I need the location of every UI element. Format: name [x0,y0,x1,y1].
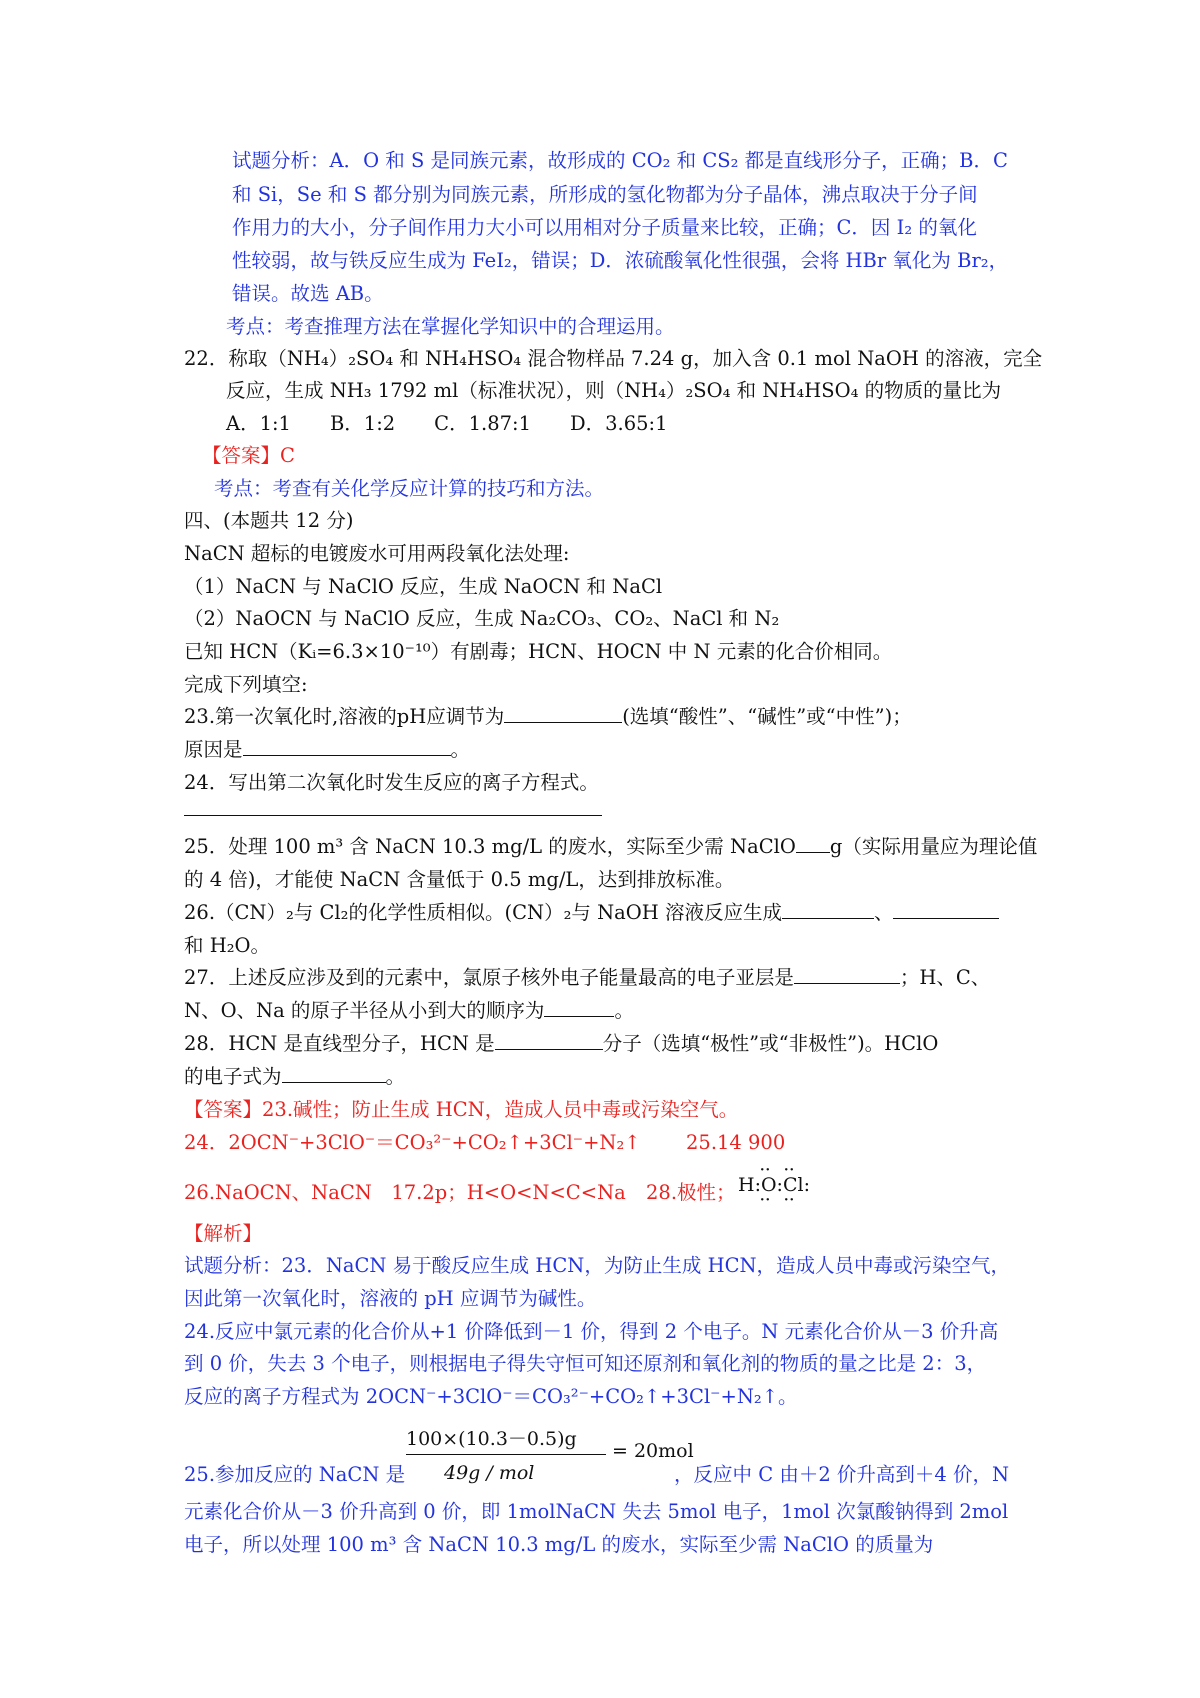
q24-blank[interactable] [184,815,602,816]
q27-blank-2[interactable] [544,998,614,1017]
q27-line-1 [184,963,990,993]
answer-line-2a: 24．2OCN⁻+3ClO⁻＝CO₃²⁻+CO₂↑+3Cl⁻+N₂↑ [184,1131,641,1154]
section4-intro-2: （1）NaCN 与 NaClO 反应，生成 NaOCN 和 NaCl [184,575,663,598]
q23-blank-ph[interactable] [504,704,622,723]
section4-intro-5: 完成下列填空: [184,673,308,696]
analysis-q21-line-3: 作用力的大小，分子间作用力大小可以用相对分子质量来比较，正确；C．因 I₂ 的氧化 [232,216,977,239]
analysis-25-continued: ，反应中 C 由＋2 价升高到＋4 价，N [674,1463,1010,1486]
q28-blank-1[interactable] [495,1031,603,1050]
analysis-line-4: 到 0 价，失去 3 个电子，则根据电子得失守恒可知还原剂和氧化剂的物质的量之比是 2：3， [184,1352,987,1375]
q23-reason-label: 原因是 [184,738,243,761]
q26-blank-2[interactable] [893,900,999,919]
section4-intro-4: 已知 HCN（Kᵢ=6.3×10⁻¹⁰）有剧毒；HCN、HOCN 中 N 元素的化合价相同。 [184,640,893,663]
section4-intro-3: （2）NaOCN 与 NaClO 反应，生成 Na₂CO₃、CO₂、NaCl 和 N₂ [184,607,780,630]
q27-line-2 [184,996,634,1026]
analysis-line-2: 因此第一次氧化时，溶液的 pH 应调节为碱性。 [184,1287,597,1310]
q25-line-2: 的 4 倍)，才能使 NaCN 含量低于 0.5 mg/L，达到排放标准。 [184,868,735,891]
q28-period: 。 [385,1065,406,1088]
answer-line-2b: 25.14 900 [686,1131,786,1154]
q23-blank-reason[interactable] [243,737,451,756]
q22-answer: 【答案】C [202,444,295,467]
q27-text: 27．上述反应涉及到的元素中，氯原子核外电子能量最高的电子亚层是 [184,966,794,989]
q24-text: 24．写出第二次氧化时发生反应的离子方程式。 [184,771,599,794]
q28-text-b: 分子（选填“极性”或“非极性”)。HClO [602,1032,939,1055]
q27-text-b: ；H、C、 [899,966,991,989]
q23-line-2 [184,735,470,765]
q25-text-b: g（实际用量应为理论值 [829,835,1038,858]
q23-period: 。 [450,738,471,761]
analysis-q21-line-5: 错误。故选 AB。 [232,282,384,305]
q25-text: 25．处理 100 m³ 含 NaCN 10.3 mg/L 的废水，实际至少需 NaClO [184,835,796,858]
formula-fraction [406,1424,706,1494]
q27-blank-1[interactable] [794,965,900,984]
section4-intro-1: NaCN 超标的电镀废水可用两段氧化法处理: [184,542,570,565]
q26-line-2: 和 H₂O。 [184,934,271,957]
q27-text-c: N、O、Na 的原子半径从小到大的顺序为 [184,999,545,1022]
q28-line-1 [184,1029,938,1059]
q23-line-1 [184,702,912,732]
answer-line-3b: 28.极性； [646,1181,736,1204]
analysis-tail-2: 电子，所以处理 100 m³ 含 NaCN 10.3 mg/L 的废水，实际至少需 NaClO 的质量为 [184,1533,934,1556]
formula-numerator: 100×(10.3－0.5)g [406,1428,577,1450]
kaodian-q21: 考点：考查推理方法在掌握化学知识中的合理运用。 [226,315,675,338]
q22-stem-line-2: 反应，生成 NH₃ 1792 ml（标准状况），则（NH₄）₂SO₄ 和 NH₄HSO₄ 的物质的量比为 [226,379,1002,402]
lewis-dots-bottom-o: ·· [760,1193,772,1208]
q22-stem-line-1: 22．称取（NH₄）₂SO₄ 和 NH₄HSO₄ 混合物样品 7.24 g，加入含 0.1 mol NaOH 的溶液，完全 [184,347,1043,370]
q26-blank-1[interactable] [782,900,874,919]
q27-period: 。 [614,999,634,1022]
analysis-label: 【解析】 [184,1222,263,1245]
q22-options: A．1:1 B．1:2 C．1.87:1 D．3.65:1 [226,412,668,435]
q23-hint: (选填“酸性”、“碱性”或“中性”)； [622,705,912,728]
q25-blank[interactable] [796,834,830,853]
analysis-25-label: 25.参加反应的 NaCN 是 [184,1463,406,1486]
analysis-q21-line-1: 试题分析：A．O 和 S 是同族元素，故形成的 CO₂ 和 CS₂ 都是直线形分子，正确；B．C [232,149,1008,172]
q26-text: 26.（CN）₂与 Cl₂的化学性质相似。(CN）₂与 NaOH 溶液反应生成 [184,901,782,924]
kaodian-q22: 考点：考查有关化学反应计算的技巧和方法。 [214,477,605,500]
analysis-line-1: 试题分析：23．NaCN 易于酸反应生成 HCN，为防止生成 HCN，造成人员中毒或污染空气， [184,1254,1011,1277]
analysis-line-5: 反应的离子方程式为 2OCN⁻+3ClO⁻＝CO₃²⁻+CO₂↑+3Cl⁻+N₂↑。 [184,1385,798,1408]
formula-result: = 20mol [612,1440,694,1462]
q28-blank-2[interactable] [282,1064,386,1083]
analysis-tail-1: 元素化合价从－3 价升高到 0 价，即 1molNaCN 失去 5mol 电子，1mol 次氯酸钠得到 2mol [184,1500,1009,1523]
lewis-dots-bottom-cl: ·· [784,1193,796,1208]
lewis-dots-top-o: ·· [760,1163,772,1178]
q23-text: 23.第一次氧化时,溶液的pH应调节为 [184,705,505,728]
analysis-line-3: 24.反应中氯元素的化合价从+1 价降低到－1 价，得到 2 个电子。N 元素化合价从－3 价升高 [184,1320,999,1343]
q26-line-1 [184,898,999,928]
q28-text: 28．HCN 是直线型分子，HCN 是 [184,1032,495,1055]
lewis-dots-top-cl: ·· [784,1163,796,1178]
answer-line-3a: 26.NaOCN、NaCN 17.2p；H<O<N<C<Na [184,1181,626,1204]
hclo-lewis-structure [738,1163,810,1208]
section4-heading: 四、(本题共 12 分) [184,509,354,532]
lewis-formula: H:O:Cl: [738,1174,810,1196]
analysis-q21-line-2: 和 Si，Se 和 S 都分别为同族元素，所形成的氢化物都为分子晶体，沸点取决于分子间 [232,183,978,206]
answer-line-1: 【答案】23.碱性；防止生成 HCN，造成人员中毒或污染空气。 [184,1098,739,1121]
q28-text-c: 的电子式为 [184,1065,282,1088]
q25-line-1 [184,832,1037,862]
q26-sep: 、 [873,901,894,924]
formula-denominator: 49g / mol [444,1462,535,1484]
fraction-bar [406,1454,606,1455]
analysis-q21-line-4: 性较弱，故与铁反应生成为 FeI₂，错误；D．浓硫酸氧化性很强，会将 HBr 氧化为 Br₂， [232,249,1009,272]
q28-line-2 [184,1062,405,1092]
